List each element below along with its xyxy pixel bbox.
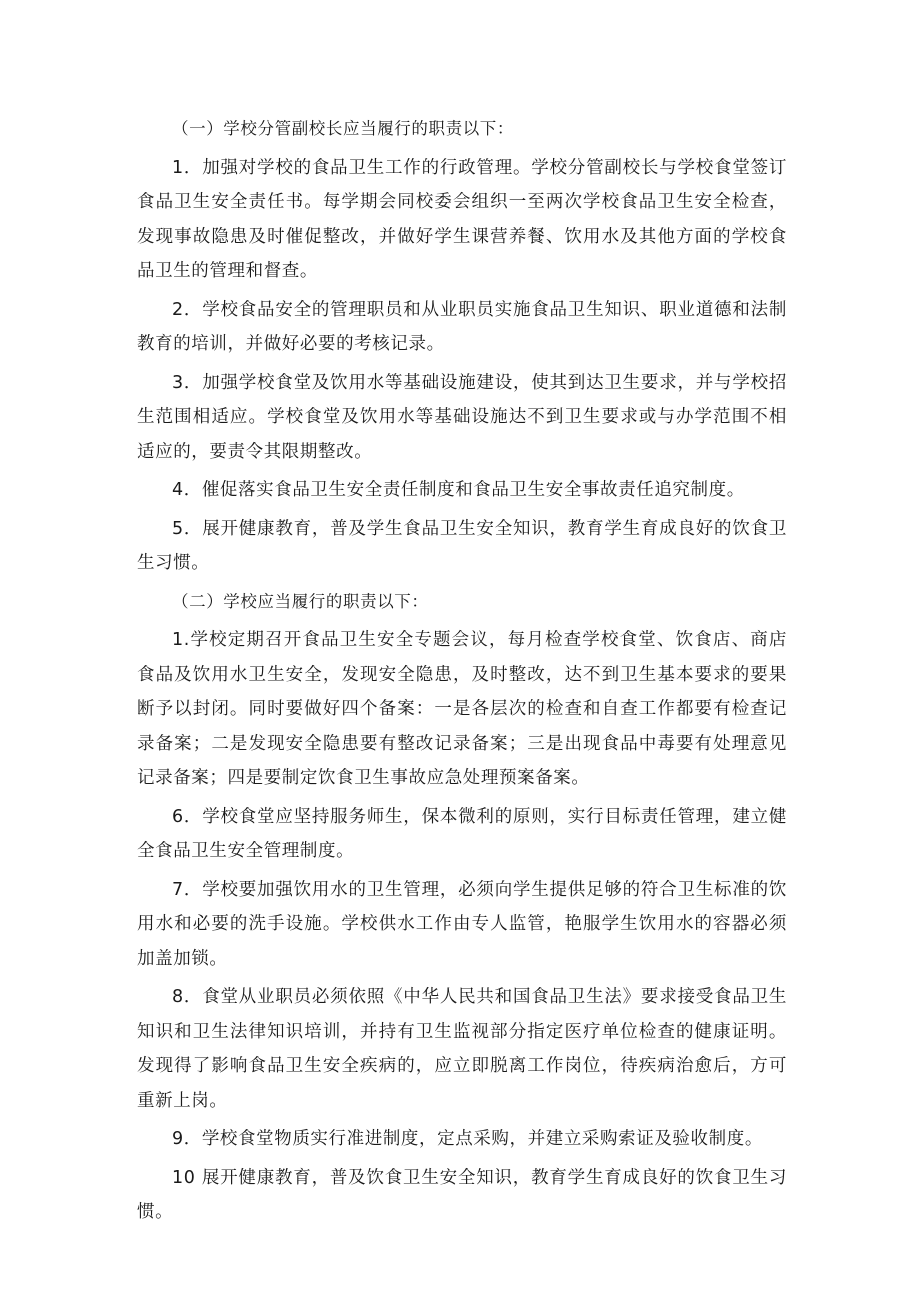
section-2-item-7: 7．学校要加强饮用水的卫生管理，必须向学生提供足够的符合卫生标准的饮用水和必要的洗手设施。学校供水工作由专人监管，艳服学生饮用水的容器必须加盖加锁。 [137, 879, 787, 969]
section-2-item-8: 8．食堂从业职员必须依照《中华人民共和国食品卫生法》要求接受食品卫生知识和卫生法律知识培训，并持有卫生监视部分指定医疗单位检查的健康证明。发现得了影响食品卫生安全疾病的，应立即脱离工作岗位，待疾病治愈后，方可重新上岗。 [137, 987, 787, 1111]
section-1-item-5: 5．展开健康教育，普及学生食品卫生安全知识，教育学生育成良好的饮食卫生习惯。 [137, 518, 787, 573]
section-2-item-1: 1.学校定期召开食品卫生安全专题会议，每月检查学校食堂、饮食店、商店食品及饮用水卫生安全，发现安全隐患，及时整改，达不到卫生基本要求的要果断予以封闭。同时要做好四个备案：一是各层次的检查和自查工作都要有检查记录备案；二是发现安全隐患要有整改记录备案；三是出现食品中毒要有处理意见记录备案；四是要制定饮食卫生事故应急处理预案备案。 [137, 630, 787, 788]
section-2-item-6: 6．学校食堂应坚持服务师生，保本微利的原则，实行目标责任管理，建立健全食品卫生安全管理制度。 [137, 806, 787, 861]
section-1-heading: （一）学校分管副校长应当履行的职责以下： [172, 119, 514, 138]
section-1-item-2: 2．学校食品安全的管理职员和从业职员实施食品卫生知识、职业道德和法制教育的培训，并做好必要的考核记录。 [137, 299, 787, 354]
section-2-item-9: 9．学校食堂物质实行准进制度，定点采购，并建立采购索证及验收制度。 [172, 1129, 763, 1149]
section-1-item-3: 3．加强学校食堂及饮用水等基础设施建设，使其到达卫生要求，并与学校招生范围相适应。学校食堂及饮用水等基础设施达不到卫生要求或与办学范围不相适应的，要责令其限期整改。 [137, 372, 787, 462]
section-2-heading: （二）学校应当履行的职责以下： [172, 591, 429, 611]
section-1-item-1: 1．加强对学校的食品卫生工作的行政管理。学校分管副校长与学校食堂签订食品卫生安全责任书。每学期会同校委会组织一至两次学校食品卫生安全检查，发现事故隐患及时催促整改，并做好学生课营养餐、饮用水及其他方面的学校食品卫生的管理和督查。 [137, 157, 787, 281]
section-2-item-10: 10 展开健康教育，普及饮食卫生安全知识，教育学生育成良好的饮食卫生习惯。 [137, 1167, 787, 1222]
section-1-item-4: 4．催促落实食品卫生安全责任制度和食品卫生安全事故责任追究制度。 [172, 480, 745, 500]
document-page [137, 112, 787, 1230]
